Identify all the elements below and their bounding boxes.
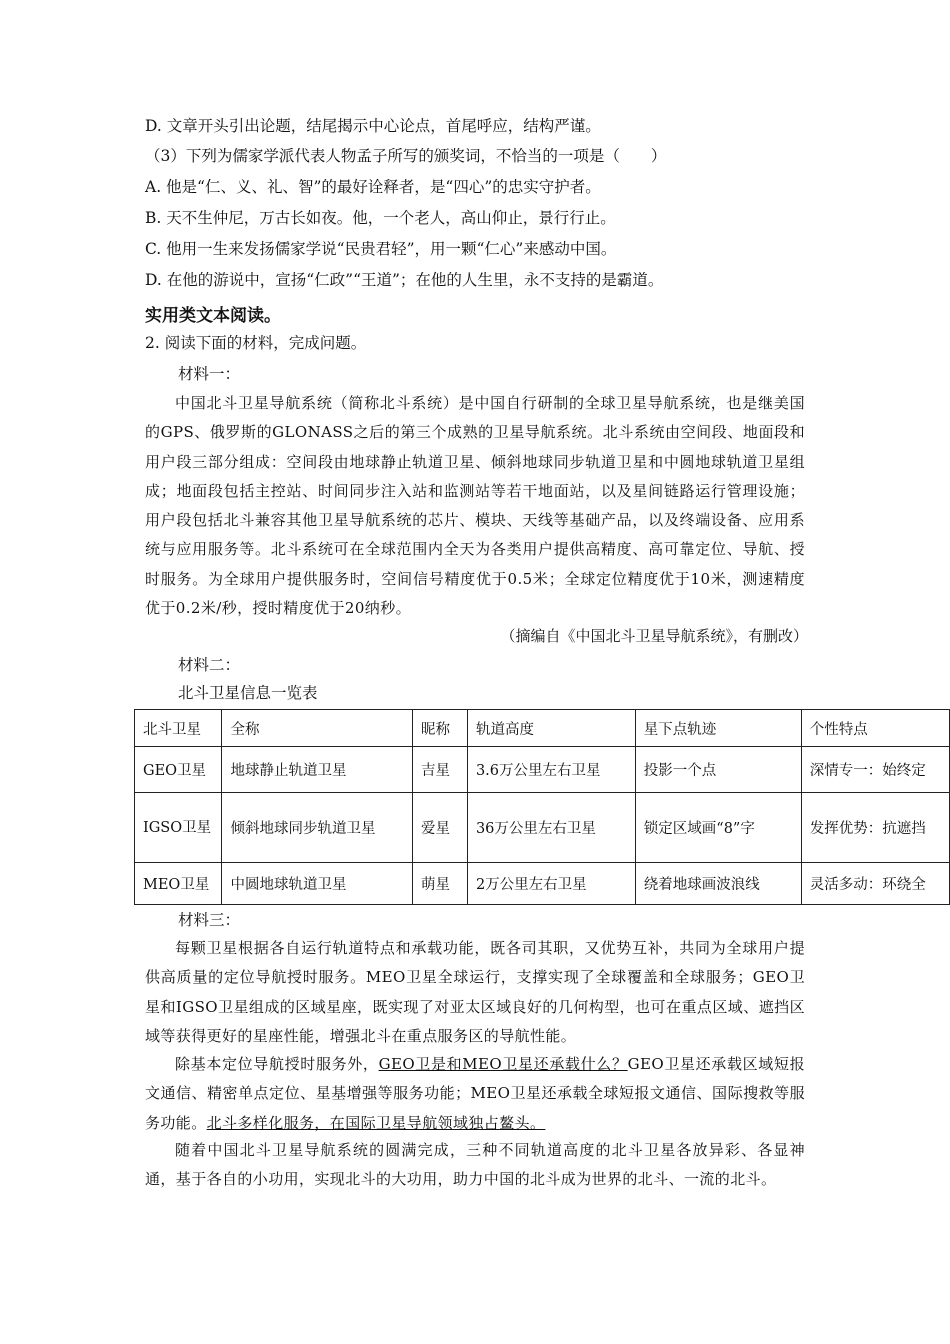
- option-b: B. 天不生仲尼，万古长如夜。他，一个老人，高山仰止，景行行止。: [145, 209, 616, 227]
- header-cell: 轨道高度: [467, 710, 635, 747]
- table-cell: 爱星: [413, 793, 468, 863]
- table-cell: 地球静止轨道卫星: [222, 747, 413, 793]
- table-cell: 锁定区域画“8”字: [635, 793, 801, 863]
- material-3-paragraph-1: 每颗卫星根据各自运行轨道特点和承载功能，既各司其职，又优势互补，共同为全球用户提供高质量的定位导航授时服务。MEO卫星全球运行，支撑实现了全球覆盖和全球服务；GEO卫星和IGSO卫星组成的区域星座，既实现了对亚太区域良好的几何构型，也可在重点区域、遮挡区域等获得更好的星座性能，增强北斗在重点服务区的导航性能。: [145, 939, 805, 1045]
- question-3: （3）下列为儒家学派代表人物孟子所写的颁奖词，不恰当的一项是（ ）: [145, 147, 667, 165]
- section-title: 实用类文本阅读。: [145, 306, 281, 326]
- material-2-label: 材料二：: [178, 656, 241, 674]
- table-cell: IGSO卫星: [135, 793, 222, 863]
- table-row: [135, 793, 950, 863]
- header-cell: 全称: [222, 710, 413, 747]
- table-cell: 3.6万公里左右卫星: [467, 747, 635, 793]
- material-3-paragraph-3: 随着中国北斗卫星导航系统的圆满完成，三种不同轨道高度的北斗卫星各放异彩、各显神通，基于各自的小功用，实现北斗的大功用，助力中国的北斗成为世界的北斗、一流的北斗。: [145, 1141, 805, 1189]
- table-title: 北斗卫星信息一览表: [178, 684, 318, 702]
- table-cell: 倾斜地球同步轨道卫星: [222, 793, 413, 863]
- table-cell: MEO卫星: [135, 863, 222, 905]
- table-cell: 36万公里左右卫星: [467, 793, 635, 863]
- table-cell: GEO卫星: [135, 747, 222, 793]
- table-row: [135, 747, 950, 793]
- table-row: [135, 863, 950, 905]
- table-cell: 萌星: [413, 863, 468, 905]
- material-3-paragraph-2: 除基本定位导航授时服务外，GEO卫是和MEO卫星还承载什么？GEO卫星还承载区域短报文通信、精密单点定位、星基增强等服务功能；MEO卫星还承载全球短报文通信、国际搜救等服务功能。北斗多样化服务，在国际卫星导航领域独占鳌头。: [145, 1055, 806, 1132]
- header-cell: 星下点轨迹: [635, 710, 801, 747]
- material-3-label: 材料三：: [178, 911, 241, 929]
- table-cell: 投影一个点: [635, 747, 801, 793]
- option-d-structure: D. 文章开头引出论题，结尾揭示中心论点，首尾呼应，结构严谨。: [145, 117, 601, 135]
- option-c: C. 他用一生来发扬儒家学说“民贵君轻”，用一颗“仁心”来感动中国。: [145, 240, 617, 258]
- option-a: A. 他是“仁、义、礼、智”的最好诠释者，是“四心”的忠实守护者。: [145, 178, 601, 196]
- material-1-source: （摘编自《中国北斗卫星导航系统》，有删改）: [500, 627, 808, 645]
- header-cell: 昵称: [413, 710, 468, 747]
- table-cell: 绕着地球画波浪线: [635, 863, 801, 905]
- option-d: D. 在他的游说中，宣扬“仁政”“王道”；在他的人生里，永不支持的是霸道。: [145, 271, 664, 289]
- table-cell: 灵活多动：环绕全: [801, 863, 949, 905]
- material-1-text: 中国北斗卫星导航系统（简称北斗系统）是中国自行研制的全球卫星导航系统，也是继美国的GPS、俄罗斯的GLONASS之后的第三个成熟的卫星导航系统。北斗系统由空间段、地面段和用户段三部分组成：空间段由地球静止轨道卫星、倾斜地球同步轨道卫星和中圆地球轨道卫星组成；地面段包括主控站、时间同步注入站和监测站等若干地面站，以及星间链路运行管理设施；用户段包括北斗兼容其他卫星导航系统的芯片、模块、天线等基础产品，以及终端设备、应用系统与应用服务等。北斗系统可在全球范围内全天为各类用户提供高精度、高可靠定位、导航、授时服务。为全球用户提供服务时，空间信号精度优于0.5米；全球定位精度优于10米，测速精度优于0.2米/秒，授时精度优于20纳秒。: [145, 394, 805, 618]
- table-cell: 2万公里左右卫星: [467, 863, 635, 905]
- header-cell: 个性特点: [801, 710, 949, 747]
- table-header-row: [135, 710, 950, 747]
- table-cell: 中圆地球轨道卫星: [222, 863, 413, 905]
- table-cell: 发挥优势：抗遮挡: [801, 793, 949, 863]
- table-cell: 深情专一：始终定: [801, 747, 949, 793]
- satellite-table: [134, 709, 950, 905]
- header-cell: 北斗卫星: [135, 710, 222, 747]
- underlined-question: GEO卫是和MEO卫星还承载什么？: [378, 1055, 628, 1073]
- underlined-sentence: 北斗多样化服务，在国际卫星导航领域独占鳌头。: [206, 1113, 546, 1132]
- material-1-label: 材料一：: [178, 365, 241, 383]
- table-cell: 吉星: [413, 747, 468, 793]
- question-2: 2. 阅读下面的材料，完成问题。: [145, 334, 367, 352]
